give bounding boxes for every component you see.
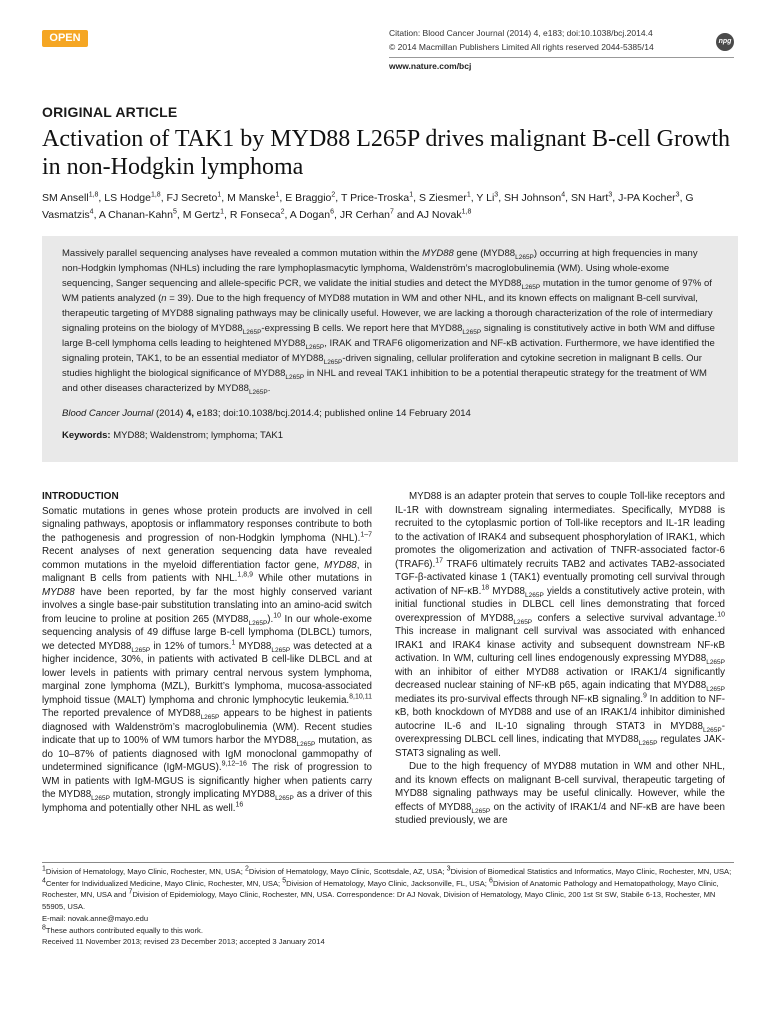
author-name: A Chanan-Kahn [98,209,173,221]
author-name: SN Hart [570,192,609,204]
author-name: M Gertz [182,209,221,221]
author-name: M Manske [227,192,276,204]
author-name: T Price-Troska [340,192,410,204]
paragraph: MYD88 is an adapter protein that serves to couple Toll-like receptors and IL-1R with downstream signaling intermediates. Specifically, MYD88 is recruited to the cytoplasmic portion of Toll-like receptors and IL-1R leading to the activation of IRAK4 and subsequent phosphorylation of IRAK1, which promotes the oligomerization and activation of TNFR-associated factor-6 (TRAF6).$^{17}$ TRAF6 ultimately recruits TAB2 and activates TAB2-associated TGF-β-activated kinase 1 (TAK1) eventually promoting cell survival through activation of NF-κB.$^{18}$ $MYD88_{L265P}$ yields a constitutively active protein, with initial functional studies in DLBCL cell lines demonstrating that forced overexpression of $MYD88_{L265P}$ confers a selective survival advantage.$^{10}$ This increase in malignant cell survival was associated with enhanced IRAK1 and IRAK4 kinase activity and subsequent downstream NF-κB activation. In WM, culturing cell lines endogenously expressing $MYD88_{L265P}$ with an inhibitor of either MYD88 activation or IRAK1/4 significantly decreased nuclear staining of NF-κB p65, again indicating that $MYD88_{L265P}$ mediates its pro-survival effects through NF-κB signaling.$^9$ In addition to NF-κB, both knockdown of MYD88 and use of an IRAK1/4 inhibitor diminished autocrine IL-6 and IL-10 signaling through STAT3 in $MYD88_{L265P}$-overexpressing DLBCL cell lines, indicating that $MYD88_{L265P}$ regulates JAK-STAT3 signaling as well. [395,491,725,759]
affiliation-marker: 6 [330,208,334,216]
affiliation-marker: 1 [220,208,224,216]
affiliation-marker: 1,8 [150,191,161,199]
cite-doi: e183; doi:10.1038/bcj.2014.4; published online 14 February 2014 [194,408,471,419]
affiliation-marker: 1 [466,191,471,199]
body-column-left [42,490,372,815]
journal-url-link[interactable]: www.nature.com/bcj [389,61,472,71]
affiliation-marker: 3 [494,191,499,199]
affiliation-marker: 4 [89,208,94,216]
author-name: S Ziesmer [418,192,467,204]
author-name: SM Ansell [42,192,89,204]
author-name: G Vasmatzis [42,192,694,221]
author-name: Y Li [476,192,495,204]
open-access-badge: OPEN [42,30,88,47]
equal-contribution-note: $^8$These authors contributed equally to this work. [42,923,203,935]
received-dates: Received 11 November 2013; revised 23 December 2013; accepted 3 January 2014 [42,937,325,947]
citation-block [389,26,699,54]
author-name: JR Cerhan [339,209,391,221]
copyright-line: © 2014 Macmillan Publishers Limited All rights reserved 2044-5385/14 [389,42,654,52]
cite-volume: 4, [186,408,195,419]
paragraph: Somatic mutations in genes whose protein products are involved in cell signaling pathways, apoptosis or inflammatory responses contribute to both the pathogenesis and progression of non-Hodgkin lymphoma (NHL).$^{1-7}$ Recent analyses of next generation sequencing data have revealed common mutations in the myeloid differentiation factor gene, MYD88, in malignant B cells from patients with NHL.$^{1,8,9}$ While other mutations in MYD88 have been reported, by far the most highly conserved variant involves a single base-pair substitution translating into an amino-acid switch from leucine to proline at position 265 $(MYD88_{L265P}).^{10}$ In our whole-exome sequencing analysis of 49 diffuse large B-cell lymphoma (DLBCL) tumors, we detected $MYD88_{L265P}$ in 12% of tumors.$^1$ $MYD88_{L265P}$ was detected at a higher incidence, 30%, in patients with activated B cell-like DLBCL and at lower levels in patients with primary central nervous system lymphoma, marginal zone lymphoma (MZL), Burkitt’s lymphoma, mucosa-associated lymphoid tissue (MALT) lymphoma and chronic lymphocytic leukemia.$^{8,10,11}$ The reported prevalence of $MYD88_{L265P}$ appears to be highest in patients diagnosed with Waldenström’s macroglobulinemia (WM). Recent studies indicate that up to 100% of WM tumors harbor the $MYD88_{L265P}$ mutation, as do 10–87% of patients diagnosed with IgM monoclonal gammopathy of undetermined significance (IgM-MGUS).$^{9,12-16}$ The risk of progression to WM in patients with IgM-MGUS is significantly higher when patients carry the $MYD88_{L265P}$ mutation, strongly implicating $MYD88_{L265P}$ as a driver of this lymphoma and potentially other NHL as well.$^{16}$ [42,505,373,814]
footnote-divider [42,862,734,863]
article-type-label: ORIGINAL ARTICLE [42,104,178,120]
affiliation-marker: 3 [608,191,613,199]
author-name: E Braggio [285,192,332,204]
equal-contribution-text: These authors contributed equally to this work. [45,925,203,935]
affiliation-marker: 1 [275,191,280,199]
affiliation-marker: 1 [409,191,414,199]
affiliation-marker: 7 [390,208,394,216]
author-name: AJ Novak [416,209,462,221]
abstract-text: Massively parallel sequencing analyses have revealed a common mutation within the MYD88 gene $(MYD88_{L265P})$ occurring at high frequencies in many non-Hodgkin lymphomas (NHLs) including the rare lymphoplasmacytic lymphoma, Waldenström’s macroglobulinemia (WM). Using whole-exome sequencing, Sanger sequencing and allele-specific PCR, we validate the initial studies and detect the $MYD88_{L265P}$ mutation in the tumor genome of 97% of WM patients analyzed (n = 39). Due to the high frequency of MYD88 mutation in WM and other NHL, and its known effects on malignant B-cell survival, therapeutic targeting of MYD88 signaling pathways may be clinically useful. However, we are lacking a thorough characterization of the role of intermediary signaling proteins on the biology of $MYD88_{L265P}$-expressing B cells. We report here that $MYD88_{L265P}$ signaling is constitutively active in both WM and diffuse large B-cell lymphoma cells leading to heightened $MYD88_{L265P}$, IRAK and TRAF6 oligomerization and NF-κB activation. Furthermore, we have identified the signaling protein, TAK1, to be an essential mediator of $MYD88_{L265P}$-driven signaling, cellular proliferation and cytokine secretion in malignant B cells. Our studies highlight the biological significance of $MYD88_{L265P}$ in NHL and reveal TAK1 inhibition to be a potential therapeutic strategy for the treatment of WM and other diseases characterized by $MYD88_{L265P}$. [62,248,715,396]
affiliation-marker: 2 [280,208,285,216]
affiliation-marker: 4 [561,191,566,199]
author-name: R Fonseca [229,209,281,221]
keywords [62,429,718,442]
author-name: SH Johnson [504,192,562,204]
footnotes [42,866,734,948]
affiliation-marker: 3 [675,191,680,199]
article-title: Activation of TAK1 by MYD88 L265P drives malignant B-cell Growth in non-Hodgkin lymphoma [42,126,730,180]
abstract-panel [42,236,738,462]
author-name: J-PA Kocher [618,192,676,204]
author-name: A Dogan [289,209,331,221]
header-divider [389,57,734,58]
author-name: LS Hodge [104,192,151,204]
affiliation-marker: 1,8 [88,191,99,199]
affiliation-marker: 5 [172,208,177,216]
paragraph: Due to the high frequency of MYD88 mutation in WM and other NHL, and its known effects on malignant B-cell survival, therapeutic targeting of MYD88 signaling pathways may be useful clinically. However, while the effects of $MYD88_{L265P}$ on the activity of IRAK1/4 and NF-κB are have been studied previously, we are [395,761,725,826]
affiliation-marker: 1 [217,191,222,199]
affiliation-marker: 1,8 [461,208,472,216]
npg-logo-icon: npg [716,33,734,51]
citation-line: Citation: Blood Cancer Journal (2014) 4, e183; doi:10.1038/bcj.2014.4 [389,28,653,38]
journal-name: Blood Cancer Journal [62,408,154,419]
author-name: FJ Secreto [166,192,218,204]
journal-citation [62,407,718,420]
author-list: SM Ansell$^{1,8}$, LS Hodge$^{1,8}$, FJ Secreto$^1$, M Manske$^1$, E Braggio$^2$, T Price-Troska$^1$, S Ziesmer$^1$, Y Li$^3$, SH Johnson$^4$, SN Hart$^3$, J-PA Kocher$^3$, G Vasmatzis$^4$, A Chanan-Kahn$^5$, M Gertz$^1$, R Fonseca$^2$, A Dogan$^6$, JR Cerhan$^7$ and AJ Novak$^{1,8}$ [42,191,694,221]
body-column-right [395,490,725,828]
cite-year: (2014) [153,408,187,419]
section-heading: INTRODUCTION [42,491,119,502]
email-line: E-mail: novak.anne@mayo.edu [42,913,149,923]
affiliations: $^1$Division of Hematology, Mayo Clinic, Rochester, MN, USA; $^2$Division of Hematology, Mayo Clinic, Scottsdale, AZ, USA; $^3$Division of Biomedical Statistics and Informatics, Mayo Clinic, Rochester, MN, USA; $^4$Center for Individualized Medicine, Mayo Clinic, Rochester, MN, USA; $^5$Division of Hematology, Mayo Clinic, Jacksonville, FL, USA; $^6$Division of Anatomic Pathology and Hematopathology, Mayo Clinic, Rochester, MN, USA and $^7$Division of Epidemiology, Mayo Clinic, Rochester, MN, USA. Correspondence: Dr AJ Novak, Division of Hematology, Mayo Clinic, 200 1st St SW, Stabile 6-13, Rochester, MN 55905, USA. [42,865,732,912]
keywords-list: MYD88; Waldenstrom; lymphoma; TAK1 [110,430,284,441]
affiliation-marker: 2 [331,191,336,199]
keywords-label: Keywords: [62,430,111,441]
